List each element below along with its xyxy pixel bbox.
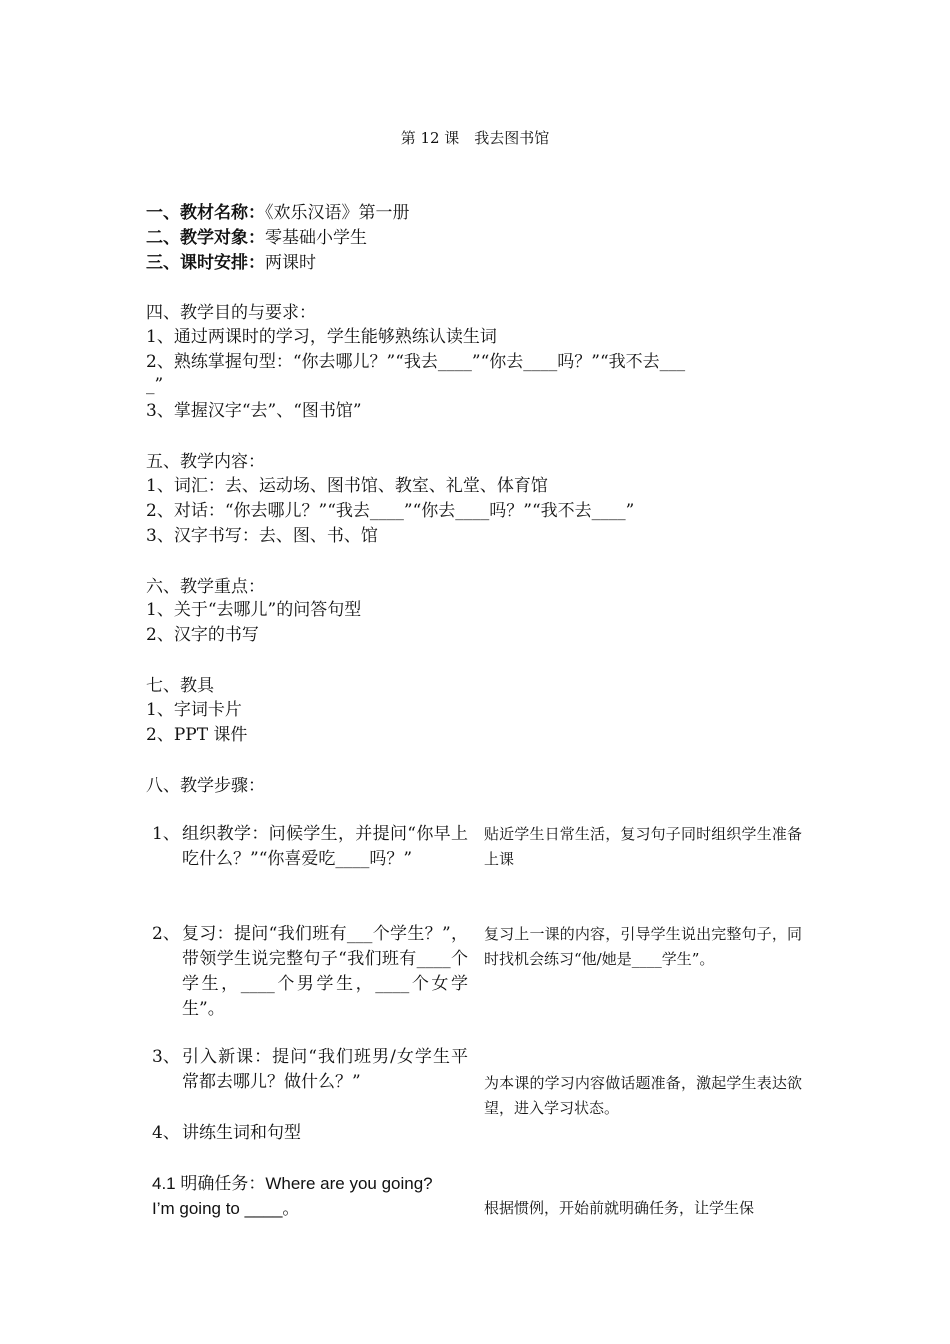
step-number: 4、	[152, 1123, 180, 1143]
list-item: 2、对话：“你去哪儿？”“我去____”“你去____吗？”“我不去____”	[146, 501, 635, 521]
step-text: 复习：提问“我们班有___个学生？”，带领学生说完整句子“我们班有____个学生，____个男学生，____个女学生”。	[182, 924, 468, 1019]
info-label: 二、教学对象：	[146, 228, 265, 248]
list-item: 3、汉字书写：去、图、书、馆	[146, 526, 378, 546]
step-item	[152, 922, 468, 1022]
section-heading: 七、教具	[146, 676, 214, 696]
section-heading: 八、教学步骤：	[146, 776, 265, 796]
step-number: 3、	[152, 1047, 180, 1067]
section-heading: 四、教学目的与要求：	[146, 303, 316, 323]
step-text: 组织教学：问候学生，并提问“你早上吃什么？”“你喜爱吃____吗？”	[182, 824, 468, 869]
section-heading: 五、教学内容：	[146, 452, 265, 472]
section-heading: 六、教学重点：	[146, 577, 265, 597]
list-item: 1、字词卡片	[146, 700, 242, 720]
step-number: 2、	[152, 924, 180, 944]
step-note: 为本课的学习内容做话题准备，激起学生表达欲望，进入学习状态。	[484, 1074, 802, 1117]
task-note: 根据惯例，开始前就明确任务，让学生保	[484, 1199, 755, 1217]
info-line-material	[146, 201, 410, 225]
list-item: 3、掌握汉字“去”、“图书馆”	[146, 401, 362, 421]
step-item	[152, 1045, 468, 1095]
task-line: 4.1 明确任务：Where are you going?	[152, 1174, 433, 1193]
step-item	[152, 1121, 468, 1146]
list-item: 1、关于“去哪儿”的问答句型	[146, 600, 362, 620]
task-line: I’m going to ____。	[152, 1199, 300, 1218]
info-label: 三、课时安排：	[146, 253, 265, 273]
info-value: 两课时	[265, 253, 316, 273]
step-note: 复习上一课的内容，引导学生说出完整句子，同时找机会练习“他/她是____学生”。	[484, 925, 802, 968]
list-item: 1、通过两课时的学习，学生能够熟练认读生词	[146, 327, 497, 347]
list-item: 2、PPT 课件	[146, 725, 248, 745]
info-line-audience	[146, 226, 367, 250]
step-number: 1、	[152, 824, 180, 844]
list-item: 1、词汇：去、运动场、图书馆、教室、礼堂、体育馆	[146, 476, 548, 496]
page-title: 第 12 课 我去图书馆	[400, 129, 550, 147]
step-text: 讲练生词和句型	[182, 1123, 301, 1143]
step-item	[152, 822, 468, 872]
info-value: 《欢乐汉语》第一册	[265, 203, 410, 223]
info-value: 零基础小学生	[265, 228, 367, 248]
info-label: 一、教材名称：	[146, 203, 265, 223]
info-line-schedule	[146, 251, 316, 275]
list-item: _”	[146, 375, 164, 395]
list-item: 2、熟练掌握句型：“你去哪儿？”“我去____”“你去____吗？”“我不去___	[146, 352, 686, 372]
list-item: 2、汉字的书写	[146, 625, 259, 645]
step-note: 贴近学生日常生活，复习句子同时组织学生准备上课	[484, 825, 802, 868]
step-text: 引入新课：提问“我们班男/女学生平常都去哪儿？做什么？”	[182, 1047, 468, 1092]
